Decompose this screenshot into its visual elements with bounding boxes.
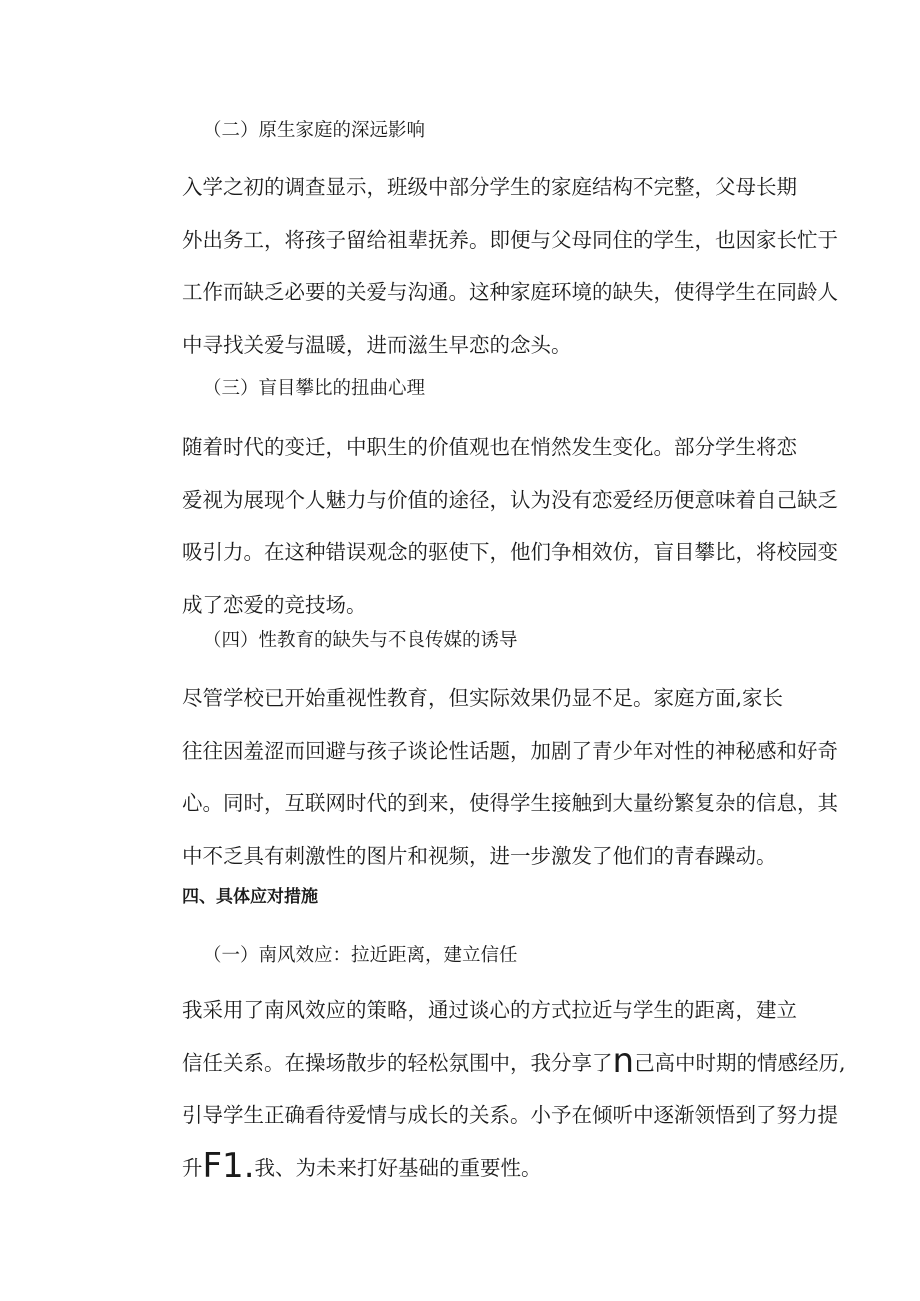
paragraph-south-wind-effect	[182, 984, 846, 1194]
ocr-artifact-glyph: n	[612, 1040, 635, 1081]
ocr-artifact-glyph: F1.	[202, 1145, 255, 1186]
paragraph-line: 引导学生正确看待爱情与成长的关系。小予在倾听中逐渐领悟到了努力提	[182, 1103, 838, 1127]
paragraph-text: 我、为未来打好基础的重要性。	[254, 1155, 542, 1180]
paragraph-line: 成了恋爱的竞技场。	[182, 592, 367, 617]
paragraph-text: 信任关系。在操场散步的轻松氛围中，我分享了	[182, 1050, 613, 1075]
subheading-blind-comparison: （三）盲目攀比的扭曲心理	[203, 378, 426, 399]
paragraph-line: 我采用了南风效应的策略，通过谈心的方式拉近与学生的距离，建立	[182, 998, 797, 1022]
paragraph-line: 入学之初的调查显示，班级中部分学生的家庭结构不完整，父母长期	[182, 175, 797, 199]
paragraph-line	[182, 1142, 782, 1195]
paragraph-line: 往往因羞涩而回避与孩子谈论性话题，加剧了青少年对性的神秘感和好奇	[182, 738, 838, 763]
subheading-family-influence: （二）原生家庭的深远影响	[203, 120, 426, 141]
paragraph-line: 中寻找关爱与温暖，进而滋生早恋的念头。	[182, 332, 572, 357]
paragraph-line: 尽管学校已开始重视性教育，但实际效果仍显不足。家庭方面,家长	[182, 686, 784, 710]
paragraph-text: 己高中时期的情感经历,	[634, 1050, 846, 1075]
paragraph-line: 中不乏具有刺激性的图片和视频，进一步激发了他们的青春躁动。	[182, 843, 777, 868]
subheading-sex-education: （四）性教育的缺失与不良传媒的诱导	[203, 630, 518, 651]
paragraph-line: 吸引力。在这种错误观念的驱使下，他们争相效仿，盲目攀比，将校园变	[182, 540, 838, 564]
paragraph-blind-comparison	[182, 421, 838, 631]
paragraph-line: 工作而缺乏必要的关爱与沟通。这种家庭环境的缺失，使得学生在同龄人	[182, 280, 838, 304]
paragraph-family-influence	[182, 161, 838, 371]
section-heading-measures: 四、具体应对措施	[182, 887, 318, 907]
subheading-south-wind-effect: （一）南风效应：拉近距离，建立信任	[203, 945, 518, 966]
paragraph-line: 随着时代的变迁，中职生的价值观也在悄然发生变化。部分学生将恋	[182, 435, 797, 459]
paragraph-sex-education	[182, 672, 838, 882]
paragraph-line: 心。同时，互联网时代的到来，使得学生接触到大量纷繁复杂的信息，其	[182, 791, 838, 815]
paragraph-text: 升	[182, 1155, 203, 1180]
paragraph-line: 爱视为展现个人魅力与价值的途径，认为没有恋爱经历便意味着自己缺乏	[182, 487, 838, 512]
paragraph-line: 外出务工，将孩子留给祖辈抚养。即便与父母同住的学生，也因家长忙于	[182, 227, 838, 252]
paragraph-line	[182, 1037, 846, 1090]
